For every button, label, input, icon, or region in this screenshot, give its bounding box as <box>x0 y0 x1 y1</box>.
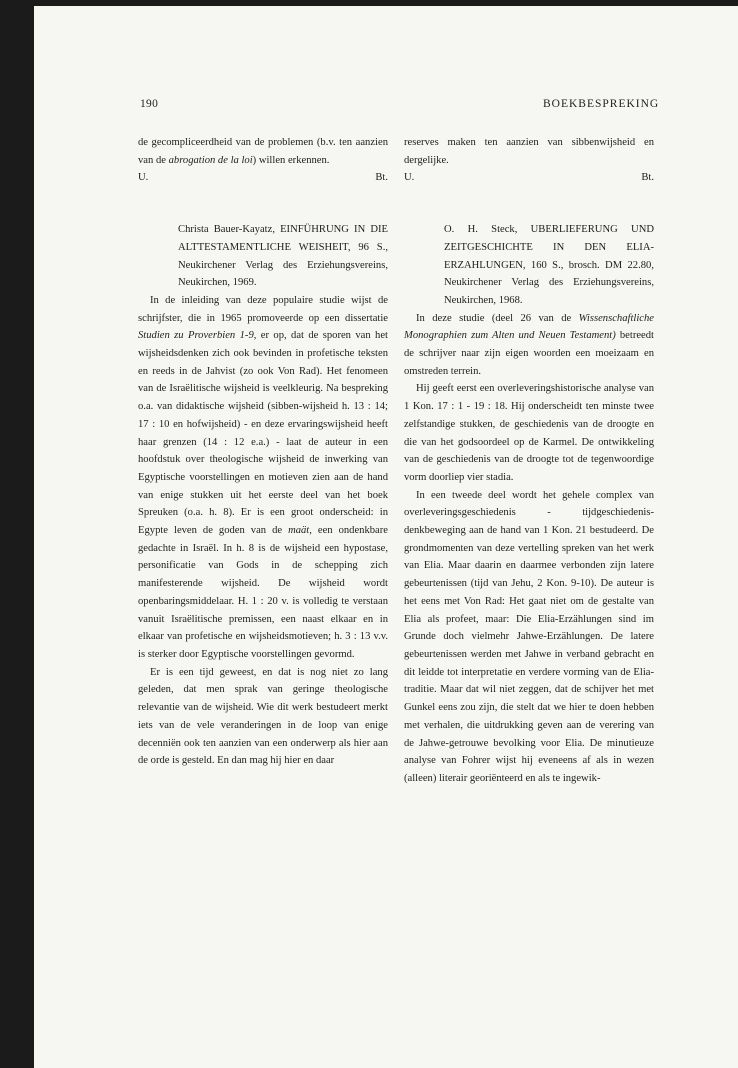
left-p1-text-a: In de inleiding van deze populaire studie wijst de schrijfster, die in 1965 promoveerde op een dissertatie <box>138 294 388 324</box>
left-intro-italic: abrogation de la loi <box>168 154 253 166</box>
right-p1-text-b: betreedt de schrijver naar zijn eigen woorden een moeizaam en omstreden terrein. <box>404 330 654 377</box>
left-p1-italic-2: maät <box>288 525 310 537</box>
left-paragraph-1 <box>138 292 388 664</box>
right-paragraph-3: In een tweede deel wordt het gehele complex van overleveringsgeschiedenis - tijdgeschiedenis-denkbeweging aan de hand van 1 Kon. 21 bestudeerd. De grondmomenten van deze vertelling spreken van het werk van Elia. Maar daarin en daarmee verbonden zijn latere gebeurtenissen (tijd van Jehu, 2 Kon. 9-10). De auteur is het eens met Von Rad: Het gaat niet om de gestalte van Elia als profeet, maar: Die Elia-Erzählungen sind im Grunde doch vielmehr Jahwe-Erzählungen. De latere gebeurtenissen werden met Jahwe in verband gebracht en dit leidde tot interpretatie en verdere vorming van de Elia-traditie. Maar dat wil niet zeggen, dat de schijver het met Gunkel eens zou zijn, die stelt dat we hier te doen hebben met verhalen, die uitdrukking geven aan de verering van de Jahwe-getrouwe bevolking voor Elia. De minutieuze analyse van Fohrer wijst hij eveneens af als in wezen (alleen) literair georiënteerd en als te ingewik- <box>404 489 654 784</box>
running-title: BOEKBESPREKING <box>543 98 660 110</box>
left-signature-initial: U. <box>138 172 149 184</box>
left-p1-italic: Studien zu Proverbien 1-9 <box>138 330 254 342</box>
page-number: 190 <box>140 98 159 110</box>
right-paragraph-2: Hij geeft eerst een overleveringshistorische analyse van 1 Kon. 17 : 1 - 19 : 18. Hij onderscheidt ten minste twee zelfstandige stukken, de geschiedenis van de droogte en die van het godsoordeel op de Karmel. De ontwikkeling van de geschiedenis van de droogte tot de tegenwoordige vorm doorliep vier stadia. <box>404 383 654 483</box>
left-signature-author: Bt. <box>375 172 388 184</box>
left-review-reference: Christa Bauer-Kayatz, EINFÜHRUNG IN DIE ALTTESTAMENTLICHE WEISHEIT, 96 S., Neukirchener Verlag des Erziehungsvereins, Neukirchen, 1969. <box>178 224 388 289</box>
left-intro-paragraph <box>138 134 388 169</box>
left-intro-text: de gecompliceerdheid van de problemen (b.v. ten aanzien van de <box>138 137 388 166</box>
right-p1-text-a: In deze studie (deel 26 van de <box>416 312 579 324</box>
left-signature <box>138 169 388 187</box>
left-paragraph-2: Er is een tijd geweest, en dat is nog niet zo lang geleden, dat men sprak van geringe theologische relevantie van de wijsheid. Wie dit werk bestudeert merkt iets van de vele veranderingen in de loop van enige decenniën ook ten aanzien van een onderwerp als hier aan de orde is gesteld. En dan mag hij hier en daar <box>138 666 388 767</box>
right-signature <box>404 169 654 187</box>
right-review-reference: O. H. Steck, UBERLIEFERUNG UND ZEITGESCHICHTE IN DEN ELIA-ERZAHLUNGEN, 160 S., brosch. DM 22.80, Neukirchener Verlag des Erziehungsvereins, Neukirchen, 1968. <box>444 224 654 306</box>
right-paragraph-1 <box>404 310 654 381</box>
right-intro-paragraph: reserves maken ten aanzien van sibbenwijsheid en dergelijke. <box>404 137 654 166</box>
left-intro-text-end: ) willen erkennen. <box>252 154 330 166</box>
left-p1-text-c: , een ondenkbare gedachte in Israël. In h. 8 is de wijsheid een hypostase, personificatie van Gods in de schepping zich manifesterende wijsheid. De wijsheid wordt openbaringsmiddelaar. H. 1 : 20 v. is volledig te verstaan vanuit Israëlitische premissen, een naast elkaar en in elkaar van profetische en wijsheidsmotieven; h. 3 : 13 v.v. is sterker door Egyptische voorstellingen gevormd. <box>138 525 388 660</box>
right-signature-author: Bt. <box>641 172 654 184</box>
book-page <box>34 6 738 1068</box>
left-p1-text-b: , er op, dat de sporen van het wijsheidsdenken zich ook bevinden in profetische teksten en reeds in de Jahvist (zo ook Von Rad). Het fenomeen van de Israëlitische wijsheid is veelkleurig. Na bespreking o.a. van didaktische wijsheid (sibben-wijsheid h. 13 : 14; 17 : 10 en hofwijsheid) - en deze ervaringswijsheid heeft haar grenzen (14 : 12 e.a.) - laat de auteur in een hoofdstuk over theologische wijsheid de inwerking van Egyptische voorstellingen en motieven zien aan de hand van enige stukken uit het eerste deel van het boek Spreuken (o.a. h. 8). Er is een groot onderscheid: in Egypte leven de goden van de <box>138 330 388 537</box>
right-signature-initial: U. <box>404 172 415 184</box>
right-column <box>404 134 654 788</box>
left-column <box>138 134 388 770</box>
right-p1-italic: Wissenschaftliche Monographien zum Alten und Neuen Testament) <box>404 312 654 342</box>
